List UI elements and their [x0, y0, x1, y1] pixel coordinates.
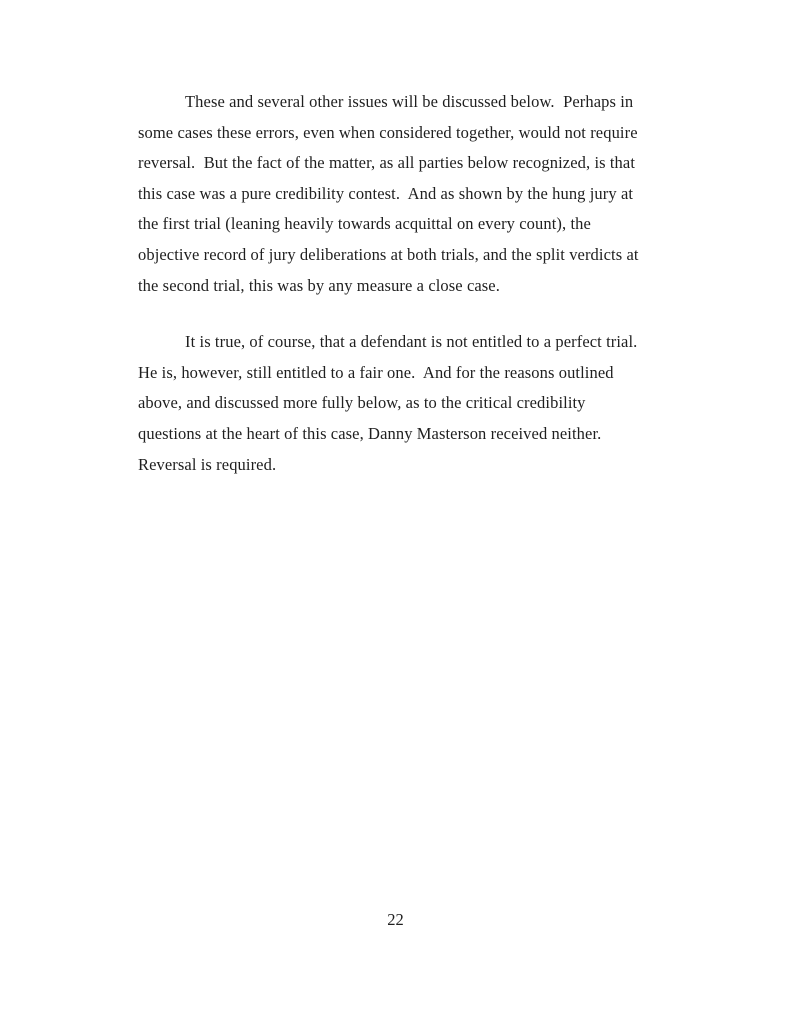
text-line: some cases these errors, even when considered together, would not require: [138, 122, 638, 142]
text-line: reversal. But the fact of the matter, as all parties below recognized, is that: [138, 153, 636, 173]
text-line: It is true, of course, that a defendant is not entitled to a perfect trial.: [185, 332, 638, 352]
text-line: the first trial (leaning heavily towards acquittal on every count), the: [138, 214, 591, 234]
page-number: 22: [387, 910, 404, 929]
text-line: questions at the heart of this case, Danny Masterson received neither.: [138, 423, 602, 443]
body-text: [138, 87, 658, 480]
paragraph-1: [138, 87, 658, 301]
text-line: the second trial, this was by any measure a close case.: [138, 275, 500, 295]
text-line: above, and discussed more fully below, as to the critical credibility: [138, 393, 586, 413]
paragraph-2: [138, 327, 658, 480]
text-line: objective record of jury deliberations at both trials, and the split verdicts at: [138, 244, 639, 264]
text-line: He is, however, still entitled to a fair one. And for the reasons outlined: [138, 362, 614, 382]
text-line: Reversal is required.: [138, 454, 277, 474]
text-line: These and several other issues will be discussed below. Perhaps in: [185, 92, 634, 111]
text-line: this case was a pure credibility contest. And as shown by the hung jury at: [138, 183, 634, 203]
